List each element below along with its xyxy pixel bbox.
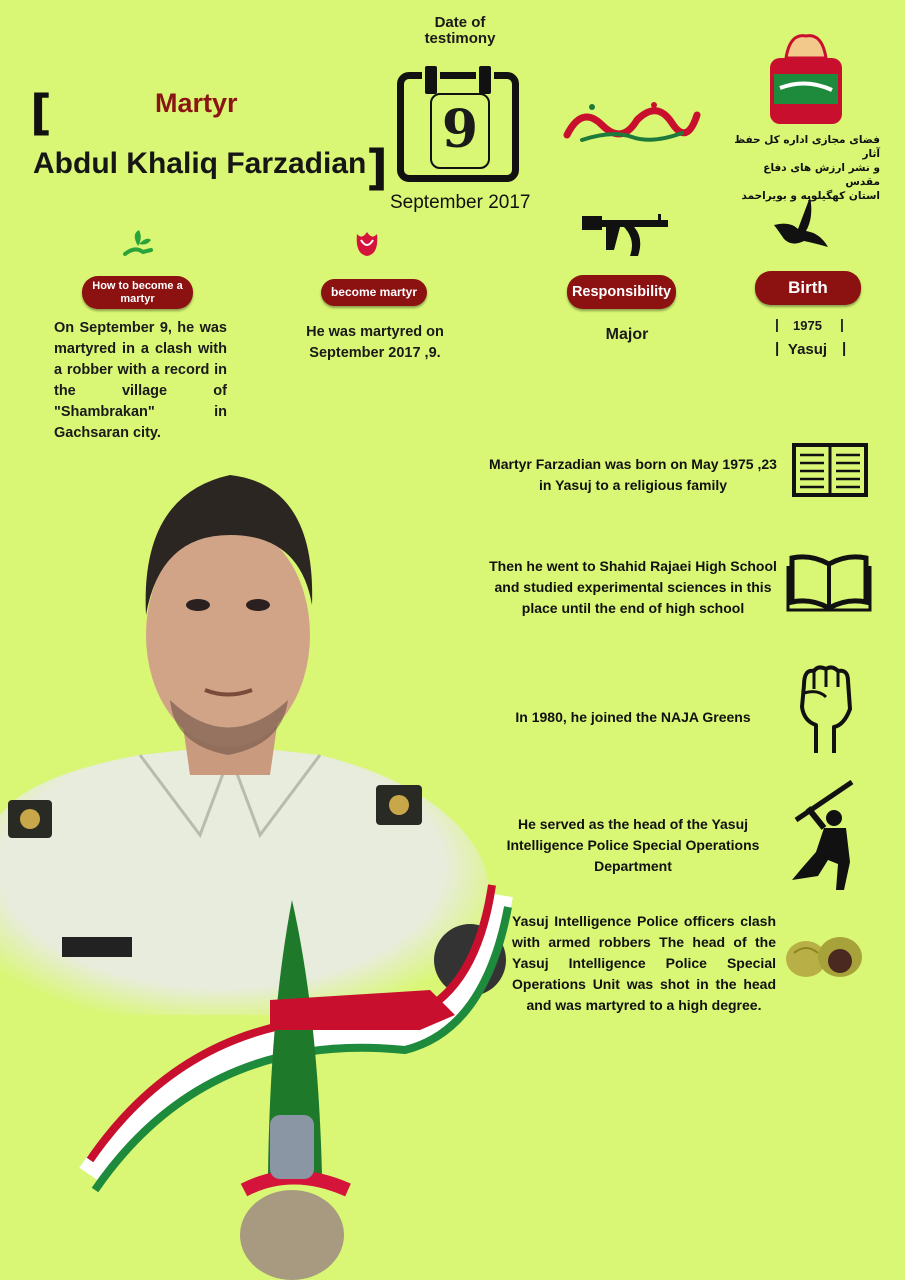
- bio-text-3: In 1980, he joined the NAJA Greens: [515, 709, 751, 725]
- birth-divider-right-2: |: [842, 340, 847, 357]
- organization-logo: [760, 28, 852, 130]
- soldier-icon: [788, 780, 860, 892]
- calendar-icon: [397, 72, 519, 182]
- bio-text-2: Then he went to Shahid Rajaei High School and studied experimental sciences in this place until the end of high school: [489, 558, 777, 616]
- bio-text-4: He served as the head of the Yasuj Intelligence Police Special Operations Department: [506, 816, 760, 874]
- responsibility-value: Major: [605, 326, 649, 343]
- dove-icon: [770, 195, 832, 255]
- shell-icon: [784, 931, 864, 981]
- bio-text-5: Yasuj Intelligence Police officers clash with armed robbers The head of the Yasuj Intelligence Police Special Operations Unit was shot in the head and was martyred to a high degree.: [512, 913, 776, 1013]
- bio-text-1: Martyr Farzadian was born on May 1975 ,23 in Yasuj to a religious family: [489, 456, 777, 493]
- hand-plant-icon: [121, 228, 155, 260]
- birth-divider-right: |: [840, 316, 844, 332]
- tulip-icon: [349, 226, 385, 262]
- rifle-icon: [580, 206, 670, 262]
- testimony-month-year: September 2017: [390, 192, 531, 213]
- martyr-name: Abdul Khaliq Farzadian: [33, 147, 367, 180]
- responsibility-label: Responsibility: [567, 275, 676, 309]
- martyr-label: Martyr: [155, 88, 238, 118]
- testimony-day: 9: [430, 93, 490, 169]
- bracket-close: ]: [366, 140, 388, 196]
- become-martyr-label: become martyr: [321, 279, 427, 306]
- become-martyr-text: He was martyred on September 2017 ,9.: [306, 324, 444, 361]
- book-icon: [786, 552, 872, 612]
- martyr-portrait: [0, 455, 530, 1280]
- birth-label: Birth: [755, 271, 861, 305]
- open-book-icon: [792, 443, 868, 497]
- birth-year: 1975: [793, 318, 822, 333]
- testimony-heading: Date of testimony: [424, 14, 496, 47]
- birth-place: Yasuj: [787, 341, 828, 358]
- birth-divider-left: |: [775, 316, 779, 332]
- how-martyr-text: On September 9, he was martyred in a clash with a robber with a record in the village of "Shambrakan" in Gachsaran city.: [54, 320, 227, 441]
- bracket-open: [: [30, 85, 52, 141]
- calligraphy-logo: [562, 95, 702, 145]
- birth-divider-left-2: |: [775, 340, 780, 357]
- organization-text: فضای مجازی اداره کل حفظ آثار و نشر ارزش های دفاع مقدس استان کهگیلویه و بویراحمد: [734, 134, 880, 202]
- fist-icon: [792, 663, 860, 755]
- how-martyr-label: How to become a martyr: [82, 276, 193, 309]
